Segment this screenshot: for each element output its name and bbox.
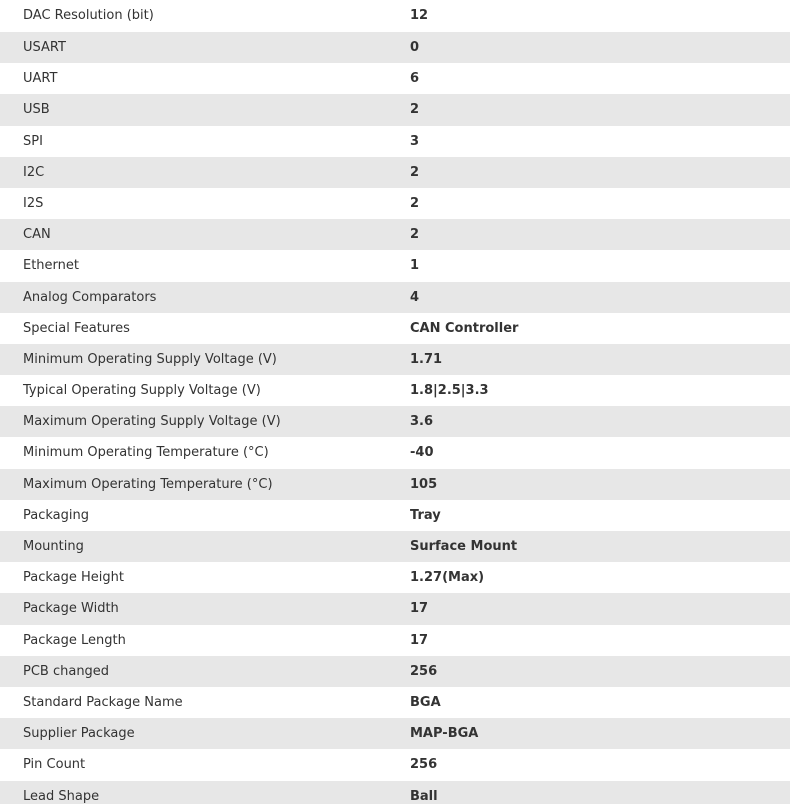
spec-value: MAP-BGA [410, 726, 479, 742]
spec-row-dac-resolution [0, 0, 790, 32]
spec-value: Tray [410, 507, 441, 523]
spec-label: USB [23, 102, 50, 118]
spec-row-lead-shape [0, 781, 790, 804]
spec-value: 17 [410, 601, 429, 617]
spec-value: 2 [410, 195, 420, 211]
spec-row-usb [0, 94, 790, 125]
spec-row-package-length [0, 625, 790, 656]
spec-label: Minimum Operating Temperature (°C) [23, 445, 269, 461]
spec-value: 6 [410, 71, 420, 87]
spec-label: Typical Operating Supply Voltage (V) [23, 383, 261, 399]
spec-row-min-supply-voltage [0, 344, 790, 375]
spec-value: 3.6 [410, 414, 434, 430]
spec-value: 17 [410, 632, 429, 648]
spec-label: I2C [23, 164, 45, 180]
spec-row-uart [0, 63, 790, 94]
spec-label: Special Features [23, 320, 130, 336]
spec-label: Supplier Package [23, 726, 135, 742]
spec-value: BGA [410, 694, 441, 710]
spec-value: 2 [410, 164, 420, 180]
spec-value: 12 [410, 8, 429, 23]
spec-label: Minimum Operating Supply Voltage (V) [23, 351, 277, 367]
spec-value: Surface Mount [410, 539, 518, 554]
spec-value: 1.71 [410, 351, 443, 367]
spec-label: UART [23, 71, 58, 87]
spec-label: USART [23, 40, 66, 55]
spec-value: 2 [410, 102, 420, 118]
spec-row-special-features [0, 313, 790, 344]
spec-label: PCB changed [23, 663, 110, 679]
spec-row-max-supply-voltage [0, 406, 790, 437]
spec-row-min-temperature [0, 437, 790, 468]
spec-label: Maximum Operating Supply Voltage (V) [23, 414, 281, 430]
spec-value: 256 [410, 663, 438, 679]
spec-row-i2s [0, 188, 790, 219]
spec-row-max-temperature [0, 469, 790, 500]
spec-label: Package Width [23, 601, 119, 617]
spec-value: 1.8|2.5|3.3 [410, 383, 489, 399]
spec-value: 4 [410, 289, 420, 305]
spec-value: 1.27(Max) [410, 570, 485, 586]
spec-value: Ball [410, 788, 438, 804]
spec-label: CAN [23, 227, 51, 243]
spec-value: CAN Controller [410, 320, 519, 336]
spec-label: Maximum Operating Temperature (°C) [23, 476, 273, 492]
spec-label: Mounting [23, 539, 84, 554]
spec-label: Standard Package Name [23, 694, 183, 710]
spec-row-mounting [0, 531, 790, 562]
spec-label: DAC Resolution (bit) [23, 8, 154, 23]
spec-row-pin-count [0, 749, 790, 780]
spec-label: Package Height [23, 570, 124, 586]
spec-row-pcb-changed [0, 656, 790, 687]
spec-label: Pin Count [23, 757, 86, 773]
spec-value: 256 [410, 757, 438, 773]
spec-label: Ethernet [23, 258, 79, 274]
spec-label: Packaging [23, 507, 89, 523]
spec-value: 2 [410, 227, 420, 243]
spec-row-standard-package-name [0, 687, 790, 718]
spec-row-package-width [0, 593, 790, 624]
spec-row-supplier-package [0, 718, 790, 749]
spec-row-usart [0, 32, 790, 63]
spec-label: I2S [23, 195, 44, 211]
spec-value: -40 [410, 445, 434, 461]
spec-row-i2c [0, 157, 790, 188]
spec-row-analog-comparators [0, 282, 790, 313]
spec-label: SPI [23, 133, 43, 149]
spec-label: Lead Shape [23, 788, 100, 804]
spec-row-ethernet [0, 250, 790, 281]
spec-value: 0 [410, 40, 420, 55]
spec-value: 1 [410, 258, 420, 274]
spec-row-package-height [0, 562, 790, 593]
spec-row-packaging [0, 500, 790, 531]
spec-row-spi [0, 126, 790, 157]
spec-label: Package Length [23, 632, 126, 648]
spec-row-typical-supply-voltage [0, 375, 790, 406]
spec-label: Analog Comparators [23, 289, 157, 305]
spec-value: 3 [410, 133, 420, 149]
spec-value: 105 [410, 476, 438, 492]
spec-row-can [0, 219, 790, 250]
